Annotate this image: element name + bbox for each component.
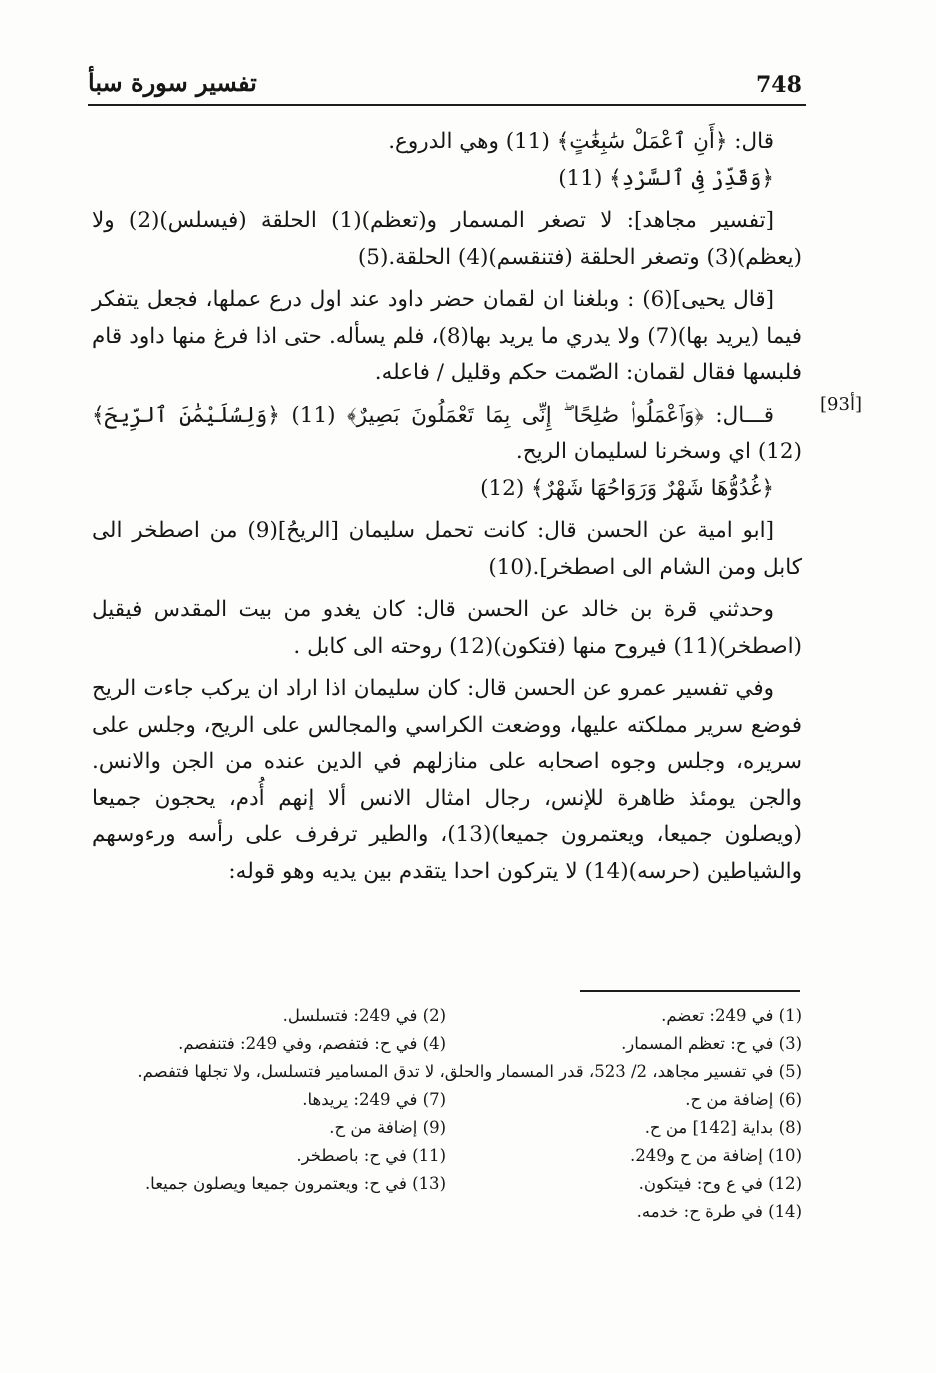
footnote: (2) في 249: فتسلسل. [282, 1006, 446, 1025]
footnote: (8) بداية [142] من ح. [644, 1118, 802, 1137]
footnote: (7) في 249: يريدها. [302, 1090, 446, 1109]
footnote: (3) في ح: تعظم المسمار. [621, 1034, 802, 1053]
footnote: (10) إضافة من ح و249. [630, 1146, 802, 1165]
paragraph: وحدثني قرة بن خالد عن الحسن قال: كان يغدو من بيت المقدس فيقيل (اصطخر)(11) فيروح منها (فتكون)(12) روحته الى كابل . [92, 597, 802, 659]
footnote: (6) إضافة من ح. [685, 1090, 802, 1109]
paragraph: قـــال: ﴿وَٱعْمَلُوا۟ صَٰلِحًا ۖ إِنِّى بِمَا تَعْمَلُونَ بَصِيرٌ﴾ (11) ﴿وَلِسُلَيْمَٰنَ ٱلرِّيحَ﴾ (12) اي وسخرنا لسليمان الريح. [92, 402, 802, 464]
paragraph: [ابو امية عن الحسن قال: كانت تحمل سليمان [الريحُ](9) من اصطخر الى كابل ومن الشام الى اصطخر].(10) [92, 518, 802, 580]
footnote: (5) في تفسير مجاهد، 2/ 523، قدر المسمار والحلق، لا تدق المسامير فتسلسل، ولا تجلها فتفصم. [137, 1062, 802, 1081]
main-text [92, 124, 802, 890]
paragraph: قال: ﴿أَنِ ٱعْمَلْ سَٰبِغَٰتٍ﴾ (11) وهي الدروع. [388, 129, 774, 154]
footnote: (1) في 249: تعضم. [661, 1006, 802, 1025]
verse-line: ﴿وَقَدِّرْ فِى ٱلسَّرْدِ﴾ (11) [558, 165, 774, 191]
footnote: (9) إضافة من ح. [329, 1118, 446, 1137]
verse-line: ﴿غُدُوُّهَا شَهْرٌ وَرَوَاحُهَا شَهْرٌ﴾ (12) [480, 475, 774, 501]
footnote: (14) في طرة ح: خدمه. [636, 1202, 802, 1221]
paragraph: [تفسير مجاهد]: لا تصغر المسمار و(تعظم)(1) الحلقة (فيسلس)(2) ولا (يعظم)(3) وتصغر الحلقة (فتنقسم)(4) الحلقة.(5) [92, 208, 802, 270]
paragraph: وفي تفسير عمرو عن الحسن قال: كان سليمان اذا اراد ان يركب جاءت الريح فوضع سرير مملكته عليها، ووضعت الكراسي والمجالس على الريح، وجلس على سريره، وجلس وجوه اصحابه على منازلهم في الدين عنده من الجن والانس. والجن يومئذ ظاهرة للإنس، رجال امثال الانس ألا إنهم أُدم، يحجون جميعا (ويصلون جميعا، ويعتمرون جميعا)(13)، والطير ترفرف على رأسه ورءوسهم والشياطين (حرسه)(14) لا يتركون احدا يتقدم بين يديه وهو قوله: [92, 676, 802, 884]
running-title: تفسير سورة سبأ [88, 68, 257, 97]
footnote: (12) في ع وح: فيتكون. [638, 1174, 802, 1193]
page-header [88, 58, 806, 104]
page-number: 748 [756, 72, 802, 98]
margin-folio-note: [93أ] [820, 394, 862, 415]
footnotes [90, 1002, 802, 1226]
footnote: (13) في ح: ويعتمرون جميعا ويصلون جميعا. [144, 1174, 446, 1193]
header-rule [88, 104, 806, 106]
footnote: (4) في ح: فتفصم، وفي 249: فتنفصم. [178, 1034, 446, 1053]
footnote: (11) في ح: باصطخر. [296, 1146, 446, 1165]
paragraph: [قال يحيى](6) : وبلغنا ان لقمان حضر داود عند اول درع عملها، فجعل يتفكر فيما (يريد بها)(7) ولا يدري ما يريد بها(8)، فلم يسأله. حتى اذا فرغ منها داود قام فلبسها فقال لقمان: الصّمت حكم وقليل / فاعله. [92, 287, 803, 385]
footnote-empty [90, 1198, 446, 1226]
footnote-rule [580, 990, 800, 992]
